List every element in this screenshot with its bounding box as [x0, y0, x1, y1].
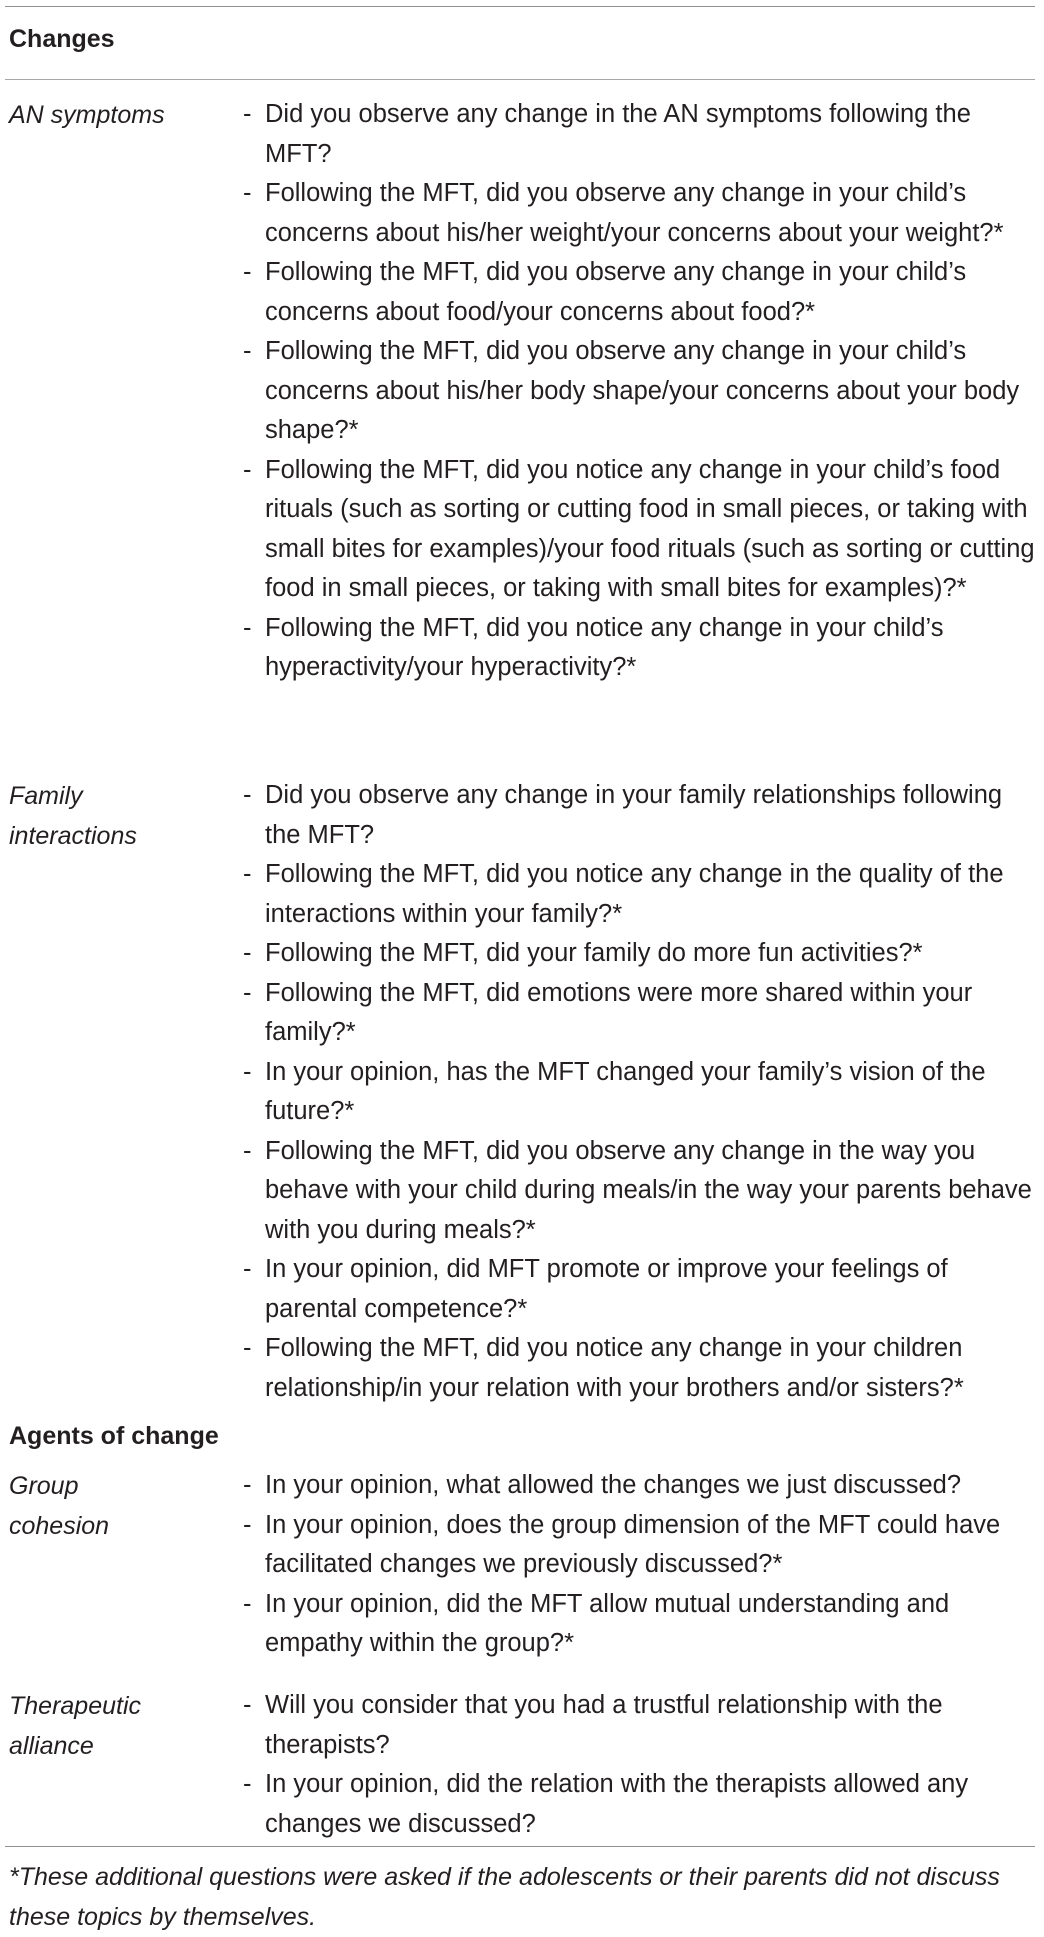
question-text: Following the MFT, did your family do more fun activities?*: [265, 939, 923, 967]
question-item: [243, 1765, 1043, 1844]
bullet-dash: -: [243, 337, 252, 365]
question-item: [243, 974, 1043, 1053]
question-item: [243, 174, 1043, 253]
question-text: Following the MFT, did you observe any change in the way you behave with your child during meals/in the way your parents behave with you during meals?*: [265, 1136, 1032, 1244]
bullet-dash: -: [243, 1255, 252, 1283]
question-item: [243, 934, 1043, 974]
question-text: Following the MFT, did you observe any change in your child’s concerns about his/her weight/your concerns about your weight?*: [265, 179, 1004, 247]
bullet-dash: -: [243, 1691, 252, 1719]
question-text: In your opinion, has the MFT changed your family’s vision of the future?*: [265, 1057, 986, 1125]
question-list-group-cohesion: [243, 1466, 1043, 1664]
bullet-dash: -: [243, 1334, 252, 1362]
bullet-dash: -: [243, 1471, 252, 1499]
bullet-dash: -: [243, 1770, 252, 1798]
question-item: [243, 1466, 1043, 1506]
question-item: [243, 1506, 1043, 1585]
section-heading-changes: Changes: [9, 25, 115, 53]
table-footnote: *These additional questions were asked if the adolescents or their parents did not discuss these topics by themselves.: [9, 1863, 1000, 1931]
question-text: Will you consider that you had a trustful relationship with the therapists?: [265, 1691, 943, 1759]
question-item: [243, 1132, 1043, 1251]
question-item: [243, 609, 1043, 688]
bullet-dash: -: [243, 1057, 252, 1086]
bullet-dash: -: [243, 100, 252, 128]
bullet-dash: -: [243, 978, 252, 1007]
category-an-symptoms: AN symptoms: [9, 101, 165, 129]
question-text: In your opinion, what allowed the changes we just discussed?: [265, 1471, 962, 1499]
question-text: Following the MFT, did you notice any change in your child’s food rituals (such as sorting or cutting food in small pieces, or taking with small bites for examples)/your food rituals (such as sorting or cutting food in small pieces, or taking with small bites for examples)?*: [265, 455, 1035, 602]
question-list-family-interactions: [243, 776, 1043, 1408]
bullet-dash: -: [243, 179, 252, 207]
question-text: Following the MFT, did you observe any change in your child’s concerns about food/your concerns about food?*: [265, 258, 967, 326]
bullet-dash: -: [243, 860, 252, 888]
question-text: In your opinion, did MFT promote or improve your feelings of parental competence?*: [265, 1255, 948, 1323]
question-text: Did you observe any change in the AN symptoms following the MFT?: [265, 100, 971, 168]
table-bottom-rule: [5, 1846, 1035, 1847]
question-text: In your opinion, does the group dimension of the MFT could have facilitated changes we previously discussed?*: [265, 1510, 1001, 1578]
question-item: [243, 1329, 1043, 1408]
question-list-therapeutic-alliance: [243, 1686, 1043, 1844]
category-therapeutic-alliance: Therapeutic alliance: [9, 1692, 142, 1760]
question-text: Following the MFT, did you notice any change in your child’s hyperactivity/your hyperactivity?*: [265, 613, 944, 681]
question-item: [243, 1686, 1043, 1765]
question-text: Following the MFT, did you notice any change in the quality of the interactions within your family?*: [265, 860, 1004, 928]
bullet-dash: -: [243, 455, 252, 484]
category-family-interactions: Family interactions: [9, 782, 137, 850]
bullet-dash: -: [243, 1136, 252, 1165]
question-text: Following the MFT, did emotions were more shared within your family?*: [265, 978, 973, 1046]
question-item: [243, 332, 1043, 451]
bullet-dash: -: [243, 939, 252, 967]
question-item: [243, 1585, 1043, 1664]
header-rule: [5, 79, 1035, 80]
question-item: [243, 1053, 1043, 1132]
table-top-rule: [5, 6, 1035, 7]
question-text: In your opinion, did the MFT allow mutual understanding and empathy within the group?*: [265, 1589, 950, 1657]
bullet-dash: -: [243, 1589, 252, 1618]
question-text: Following the MFT, did you observe any change in your child’s concerns about his/her body shape/your concerns about your body shape?*: [265, 337, 1020, 444]
bullet-dash: -: [243, 781, 252, 809]
bullet-dash: -: [243, 613, 252, 642]
question-item: [243, 776, 1043, 855]
question-text: In your opinion, did the relation with the therapists allowed any changes we discussed?: [265, 1770, 969, 1838]
bullet-dash: -: [243, 1510, 252, 1539]
bullet-dash: -: [243, 258, 252, 286]
question-item: [243, 253, 1043, 332]
question-text: Following the MFT, did you notice any change in your children relationship/in your relation with your brothers and/or sisters?*: [265, 1334, 964, 1402]
question-list-an-symptoms: [243, 95, 1043, 688]
section-heading-agents-of-change: Agents of change: [9, 1422, 219, 1450]
category-group-cohesion: Group cohesion: [9, 1472, 110, 1540]
question-text: Did you observe any change in your family relationships following the MFT?: [265, 781, 1003, 849]
question-item: [243, 855, 1043, 934]
question-item: [243, 451, 1043, 609]
question-item: [243, 1250, 1043, 1329]
question-item: [243, 95, 1043, 174]
